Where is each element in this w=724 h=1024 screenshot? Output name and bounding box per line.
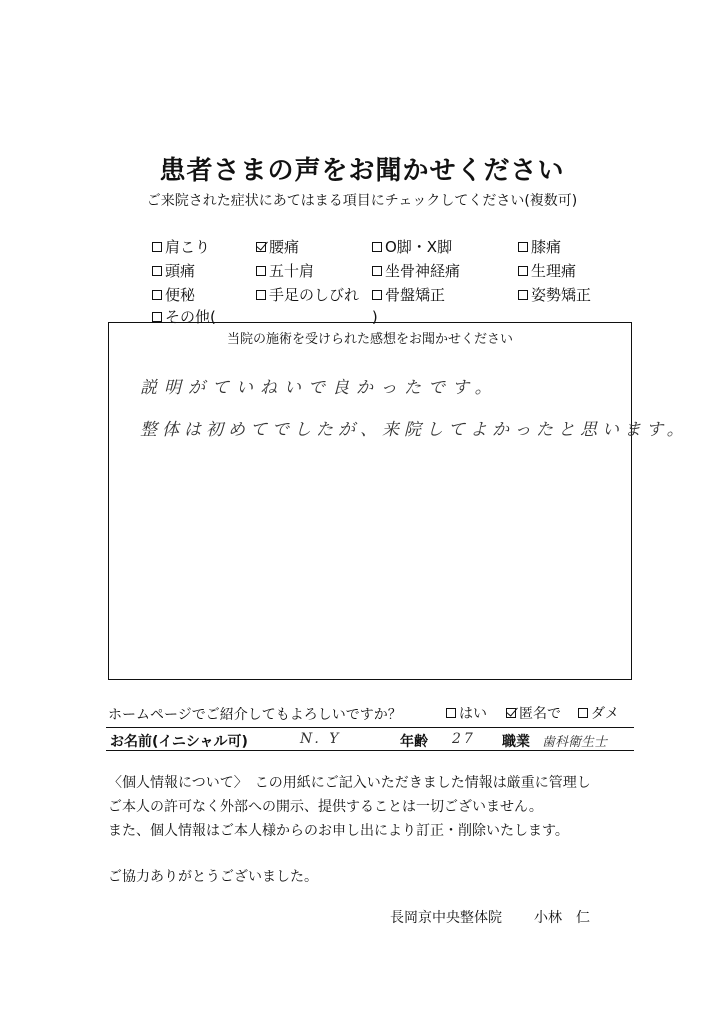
symptom-numbness[interactable] — [256, 284, 359, 305]
age-value[interactable]: 27 — [452, 731, 476, 747]
practitioner-name: 小林 仁 — [534, 910, 590, 926]
symptom-label: 膝痛 — [531, 238, 562, 256]
job-label: 職業 — [502, 734, 530, 750]
name-value[interactable]: N. Y — [300, 731, 342, 747]
clinic-name: 長岡京中央整体院 — [390, 910, 502, 926]
symptom-leg-shape[interactable] — [372, 236, 452, 257]
symptom-label: 坐骨神経痛 — [385, 262, 461, 280]
checkbox-icon[interactable] — [372, 266, 382, 276]
job-value[interactable]: 歯科衛生士 — [542, 735, 608, 750]
checkbox-icon[interactable] — [152, 266, 162, 276]
other-close: ) — [371, 307, 378, 326]
checkbox-icon[interactable] — [518, 242, 528, 252]
consent-label: はい — [459, 706, 487, 722]
symptom-label: 便秘 — [165, 286, 196, 304]
privacy-notice-line-3: また、個人情報はご本人様からのお申し出により訂正・削除いたします。 — [108, 823, 569, 839]
homepage-question: ホームページでご紹介してもよろしいですか？ — [108, 707, 402, 723]
symptom-headache[interactable] — [152, 260, 195, 281]
checkbox-icon[interactable] — [256, 266, 266, 276]
symptom-label: 腰痛 — [269, 238, 300, 256]
thanks-text: ご協力ありがとうございました。 — [108, 869, 318, 885]
symptom-label: O脚・X脚 — [385, 238, 453, 256]
symptom-constipation[interactable] — [152, 284, 195, 305]
symptom-label: 生理痛 — [531, 262, 577, 280]
privacy-notice-line-1: 〈個人情報について〉 この用紙にご記入いただきました情報は厳重に管理し — [108, 775, 591, 791]
symptom-youtsu[interactable] — [256, 236, 299, 257]
symptom-label: 肩こり — [165, 238, 211, 256]
name-label: お名前(イニシャル可) — [110, 734, 248, 750]
comment-title: 当院の施術を受けられた感想をお聞かせください — [226, 332, 513, 347]
checkbox-icon[interactable] — [152, 242, 162, 252]
checked-checkbox-icon[interactable] — [506, 708, 516, 718]
form-subtitle: ご来院された症状にあてはまる項目にチェックしてください(複数可) — [146, 193, 578, 209]
symptom-sciatica[interactable] — [372, 260, 460, 281]
symptom-label: 五十肩 — [269, 262, 315, 280]
symptom-label: 頭痛 — [165, 262, 196, 280]
consent-no[interactable] — [578, 703, 619, 723]
consent-anonymous[interactable] — [506, 703, 561, 723]
consent-yes[interactable] — [446, 703, 487, 723]
symptom-katakori[interactable] — [152, 236, 210, 257]
symptom-label: 姿勢矯正 — [531, 286, 592, 304]
checkbox-icon[interactable] — [578, 708, 588, 718]
symptom-frozen-shoulder[interactable] — [256, 260, 314, 281]
checkbox-icon[interactable] — [256, 290, 266, 300]
checkbox-icon[interactable] — [446, 708, 456, 718]
checkbox-icon[interactable] — [372, 290, 382, 300]
consent-label: 匿名で — [519, 706, 561, 722]
privacy-notice-line-2: ご本人の許可なく外部への開示、提供することは一切ございません。 — [108, 799, 543, 815]
checkbox-icon[interactable] — [152, 312, 162, 322]
other-label: その他( — [165, 308, 216, 326]
symptom-menstrual[interactable] — [518, 260, 576, 281]
checkbox-icon[interactable] — [372, 242, 382, 252]
symptom-knee[interactable] — [518, 236, 561, 257]
age-label: 年齢 — [400, 734, 428, 750]
consent-label: ダメ — [591, 706, 619, 722]
checkbox-icon[interactable] — [518, 290, 528, 300]
symptom-label: 手足のしびれ — [269, 286, 360, 304]
checkbox-icon[interactable] — [518, 266, 528, 276]
comment-line-1: 説明がていねいで良かったです。 — [140, 378, 499, 398]
symptom-posture[interactable] — [518, 284, 591, 305]
symptom-pelvis[interactable] — [372, 284, 445, 305]
checked-checkbox-icon[interactable] — [256, 242, 266, 252]
symptom-label: 骨盤矯正 — [385, 286, 446, 304]
checkbox-icon[interactable] — [152, 290, 162, 300]
form-title: 患者さまの声をお聞かせください — [159, 156, 565, 186]
comment-line-2: 整体は初めてでしたが、来院してよかったと思います。 — [140, 420, 689, 440]
